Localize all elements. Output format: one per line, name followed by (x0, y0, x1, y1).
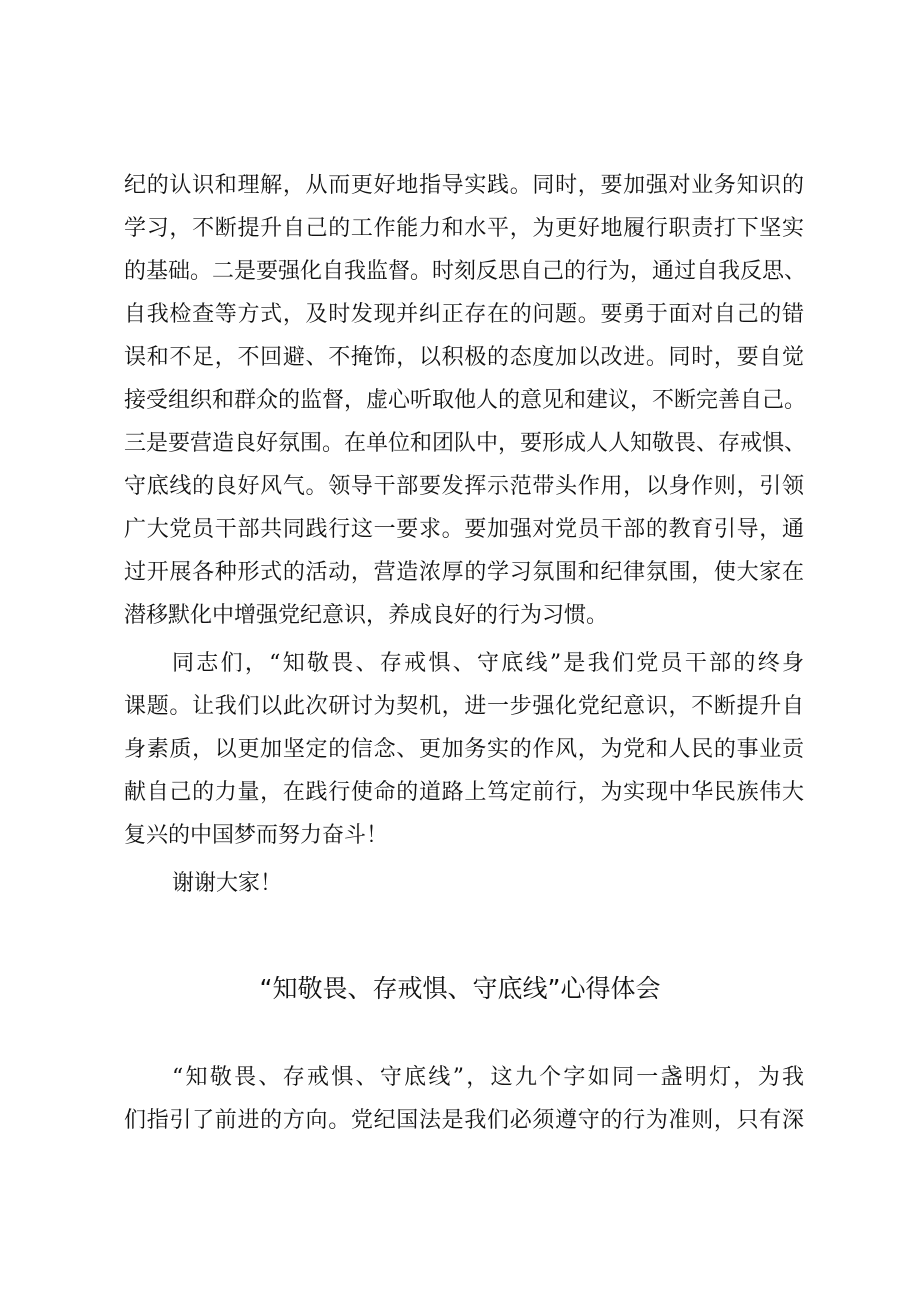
paragraph1-line-8: 守底线的良好风气。领导干部要发挥示范带头作用，以身作则，引领 (124, 474, 804, 499)
paragraph3-line-2: 们指引了前进的方向。党纪国法是我们必须遵守的行为准则，只有深 (124, 1108, 804, 1133)
paragraph1-line-2: 学习，不断提升自己的工作能力和水平，为更好地履行职责打下坚实 (124, 216, 804, 241)
paragraph1-line-9: 广大党员干部共同践行这一要求。要加强对党员干部的教育引导，通 (124, 517, 804, 542)
paragraph2-line-3: 身素质，以更加坚定的信念、更加务实的作风，为党和人民的事业贡 (124, 737, 804, 762)
paragraph1-line-7: 三是要营造良好氛围。在单位和团队中，要形成人人知敬畏、存戒惧、 (124, 431, 807, 456)
paragraph2-line-4: 献自己的力量，在践行使命的道路上笃定前行，为实现中华民族伟大 (124, 780, 804, 805)
closing-line: 谢谢大家！ (172, 871, 283, 896)
section-title: “知敬畏、存戒惧、守底线”心得体会 (259, 974, 661, 1003)
paragraph1-line-6: 接受组织和群众的监督，虚心听取他人的意见和建议，不断完善自己。 (124, 388, 807, 413)
paragraph2-line-5: 复兴的中国梦而努力奋斗！ (124, 823, 389, 848)
paragraph1-line-4: 自我检查等方式，及时发现并纠正存在的问题。要勇于面对自己的错 (124, 302, 804, 327)
paragraph2-line-1: 同志们，“知敬畏、存戒惧、守底线”是我们党员干部的终身 (172, 651, 804, 676)
paragraph1-line-1: 纪的认识和理解，从而更好地指导实践。同时，要加强对业务知识的 (124, 173, 804, 198)
paragraph1-line-5: 误和不足，不回避、不掩饰，以积极的态度加以改进。同时，要自觉 (124, 345, 804, 370)
paragraph2-line-2: 课题。让我们以此次研讨为契机，进一步强化党纪意识，不断提升自 (124, 694, 804, 719)
paragraph1-line-3: 的基础。二是要强化自我监督。时刻反思自己的行为，通过自我反思、 (124, 259, 807, 284)
paragraph1-line-10: 过开展各种形式的活动，营造浓厚的学习氛围和纪律氛围，使大家在 (124, 560, 804, 585)
paragraph3-line-1: “知敬畏、存戒惧、守底线”，这九个字如同一盏明灯，为我 (172, 1065, 804, 1090)
paragraph1-line-11: 潜移默化中增强党纪意识，养成良好的行为习惯。 (124, 603, 609, 628)
